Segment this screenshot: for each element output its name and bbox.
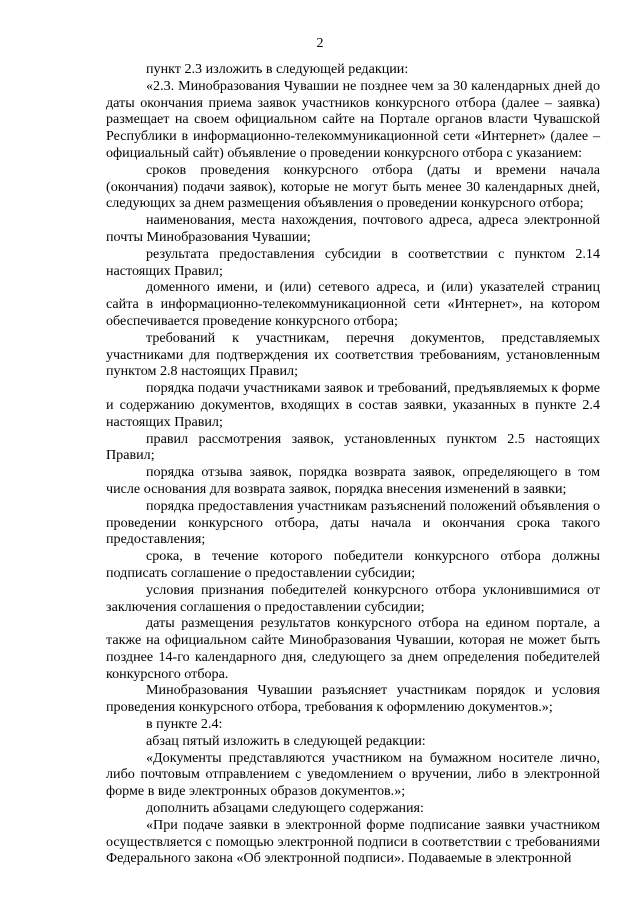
paragraph: абзац пятый изложить в следующей редакции: — [146, 732, 426, 749]
paragraph: сроков проведения конкурсного отбора (даты и времени начала (окончания) подачи заявок), которые не могут быть менее 30 календарных дней, следующих за днем размещения объявления о проведении конкурсного отбора; — [106, 161, 600, 212]
paragraph: правил рассмотрения заявок, установленных пунктом 2.5 настоящих Правил; — [106, 430, 600, 464]
paragraph: наименования, места нахождения, почтового адреса, адреса электронной почты Минобразования Чувашии; — [106, 212, 600, 245]
paragraph: срока, в течение которого победители конкурсного отбора должны подписать соглашение о предоставлении субсидии; — [106, 548, 600, 581]
paragraph: результата предоставления субсидии в соответствии с пунктом 2.14 настоящих Правил; — [106, 245, 600, 279]
paragraph: условия признания победителей конкурсного отбора уклонившимися от заключения соглашения о предоставлении субсидии; — [106, 581, 600, 615]
paragraph: Минобразования Чувашии разъясняет участникам порядок и условия проведения конкурсного отбора, требования к оформлению документов.»; — [106, 682, 600, 716]
paragraph: доменного имени, и (или) сетевого адреса, и (или) указателей страниц сайта в информационно-телекоммуникационной сети «Интернет», на котором обеспечивается проведение конкурсного отбора; — [106, 279, 600, 329]
paragraph: пункт 2.3 изложить в следующей редакции: — [146, 61, 409, 77]
paragraph: «2.3. Минобразования Чувашии не позднее чем за 30 календарных дней до даты окончания приема заявок участников конкурсного отбора (далее – заявка) размещает на своем официальном сайте на Портале органов власти Чувашской Республики в информационно-телекоммуникационной сети «Интернет» (далее – официальный сайт) объявление о проведении конкурсного отбора с указанием: — [106, 77, 600, 161]
paragraph: «При подаче заявки в электронной форме подписание заявки участником осуществляется с помощью электронной подписи в соответствии с требованиями Федерального закона «Об электронной подписи». Подаваемые в электронной — [106, 816, 600, 867]
paragraph: порядка предоставления участникам разъяснений положений объявления о проведении конкурсного отбора, даты начала и окончания срока такого предоставления; — [106, 497, 600, 548]
paragraph: дополнить абзацами следующего содержания: — [146, 800, 424, 817]
paragraph: в пункте 2.4: — [146, 716, 223, 733]
paragraph: порядка подачи участниками заявок и требований, предъявляемых к форме и содержанию документов, входящих в состав заявки, указанных в пункте 2.4 настоящих Правил; — [106, 380, 600, 430]
page-number: 2 — [316, 36, 324, 51]
document-body — [106, 61, 600, 867]
paragraph: порядка отзыва заявок, порядка возврата заявок, определяющего в том числе основания для возврата заявок, порядка внесения изменений в заявки; — [106, 464, 600, 497]
paragraph: требований к участникам, перечня документов, представляемых участниками для подтверждения их соответствия требованиям, установленным пунктом 2.8 настоящих Правил; — [106, 329, 600, 380]
paragraph: «Документы представляются участником на бумажном носителе лично, либо почтовым отправлением с уведомлением о вручении, либо в электронной форме в виде электронных образов документов.»; — [106, 749, 600, 800]
paragraph: даты размещения результатов конкурсного отбора на едином портале, а также на официальном сайте Минобразования Чувашии, которая не может быть позднее 14-го календарного дня, следующего за днем определения победителей конкурсного отбора. — [106, 615, 600, 682]
